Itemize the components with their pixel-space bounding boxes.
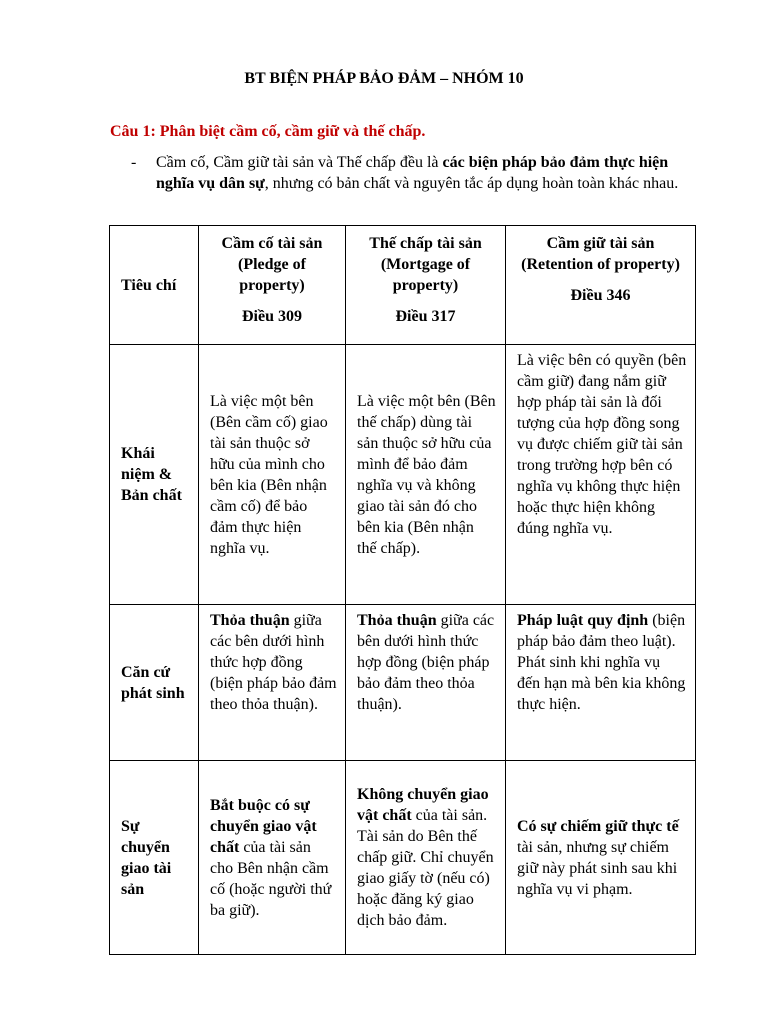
column-header-mortgage [346,226,506,345]
table-cell [506,345,696,605]
cell-bold: Không chuyển giao vật chất [357,786,489,824]
bullet-text-post: , nhưng có bản chất và nguyên tắc áp dụng hoàn toàn khác nhau. [264,175,679,192]
cell-text: của tài sản cho Bên nhận cầm cố (hoặc người thứ ba giữ). [210,838,332,919]
cell-bold: Pháp luật quy định [517,612,649,629]
column-article: Điều 309 [242,308,302,325]
column-name: Thế chấp tài sản (Mortgage of property) [369,235,482,294]
document-title: BT BIỆN PHÁP BẢO ĐẢM – NHÓM 10 [244,70,524,87]
row-criterion: Sự chuyển giao tài sản [110,761,199,955]
table-cell [346,761,506,955]
comparison-table [109,225,696,955]
cell-text: giữa các bên dưới hình thức hợp đồng (biện pháp bảo đảm theo thỏa thuận). [210,612,337,713]
table-cell [199,605,346,761]
row-criterion: Khái niệm & Bản chất [110,345,199,605]
bullet-text-pre: Cầm cố, Cầm giữ tài sản và Thế chấp đều là [156,154,443,171]
table-cell [199,345,346,605]
column-article: Điều 317 [395,308,456,325]
cell-text: giữa các bên dưới hình thức hợp đồng (biện pháp bảo đảm theo thỏa thuận). [357,612,495,713]
cell-text: Là việc một bên (Bên cầm cố) giao tài sản thuộc sở hữu của mình cho bên kia (Bên nhận cầm cố) để bảo đảm thực hiện nghĩa vụ. [210,392,328,557]
intro-bullet [131,152,691,194]
cell-text: (biện pháp bảo đảm theo luật). Phát sinh khi nghĩa vụ đến hạn mà bên kia không thực hiện. [517,612,686,713]
column-header-pledge [199,226,346,345]
column-name: Cầm giữ tài sản (Retention of property) [521,235,680,273]
bullet-dash: - [131,154,137,171]
table-cell [346,345,506,605]
table-row-concept [110,345,696,605]
table-cell [506,761,696,955]
cell-bold: Bắt buộc có sự chuyển giao vật chất [210,796,317,856]
cell-text: tài sản, nhưng sự chiếm giữ này phát sinh sau khi nghĩa vụ vi phạm. [517,838,678,898]
column-article: Điều 346 [570,287,631,304]
table-cell [506,605,696,761]
table-header-row [110,226,696,345]
table-row-basis [110,605,696,761]
column-name: Cầm cố tài sản (Pledge of property) [221,235,323,294]
table-cell [346,605,506,761]
cell-text: Là việc bên có quyền (bên cầm giữ) đang nắm giữ hợp pháp tài sản là đối tượng của hợp đồng song vụ được chiếm giữ tài sản trong trường hợp bên có nghĩa vụ không thực hiện hoặc thực hiện không đúng nghĩa vụ. [517,352,687,537]
row-criterion: Căn cứ phát sinh [110,605,199,761]
bullet-text [156,152,691,194]
cell-bold: Thỏa thuận [210,612,290,629]
cell-text: của tài sản. Tài sản do Bên thế chấp giữ. Chỉ chuyển giao giấy tờ (nếu có) hoặc đăng ký giao dịch bảo đảm. [357,807,494,929]
table-cell [199,761,346,955]
cell-text: Là việc một bên (Bên thế chấp) dùng tài sản thuộc sở hữu của mình để bảo đảm nghĩa vụ và không giao tài sản đó cho bên kia (Bên nhận thế chấp). [357,392,496,557]
bullet-text-bold: các biện pháp bảo đảm thực hiện nghĩa vụ dân sự [156,154,669,192]
criteria-header: Tiêu chí [110,226,199,345]
table-row-transfer [110,761,696,955]
question-heading: Câu 1: Phân biệt cầm cố, cầm giữ và thế chấp. [110,123,426,140]
column-header-retention [506,226,696,345]
cell-bold: Có sự chiếm giữ thực tế [517,817,679,835]
cell-bold: Thỏa thuận [357,612,437,629]
